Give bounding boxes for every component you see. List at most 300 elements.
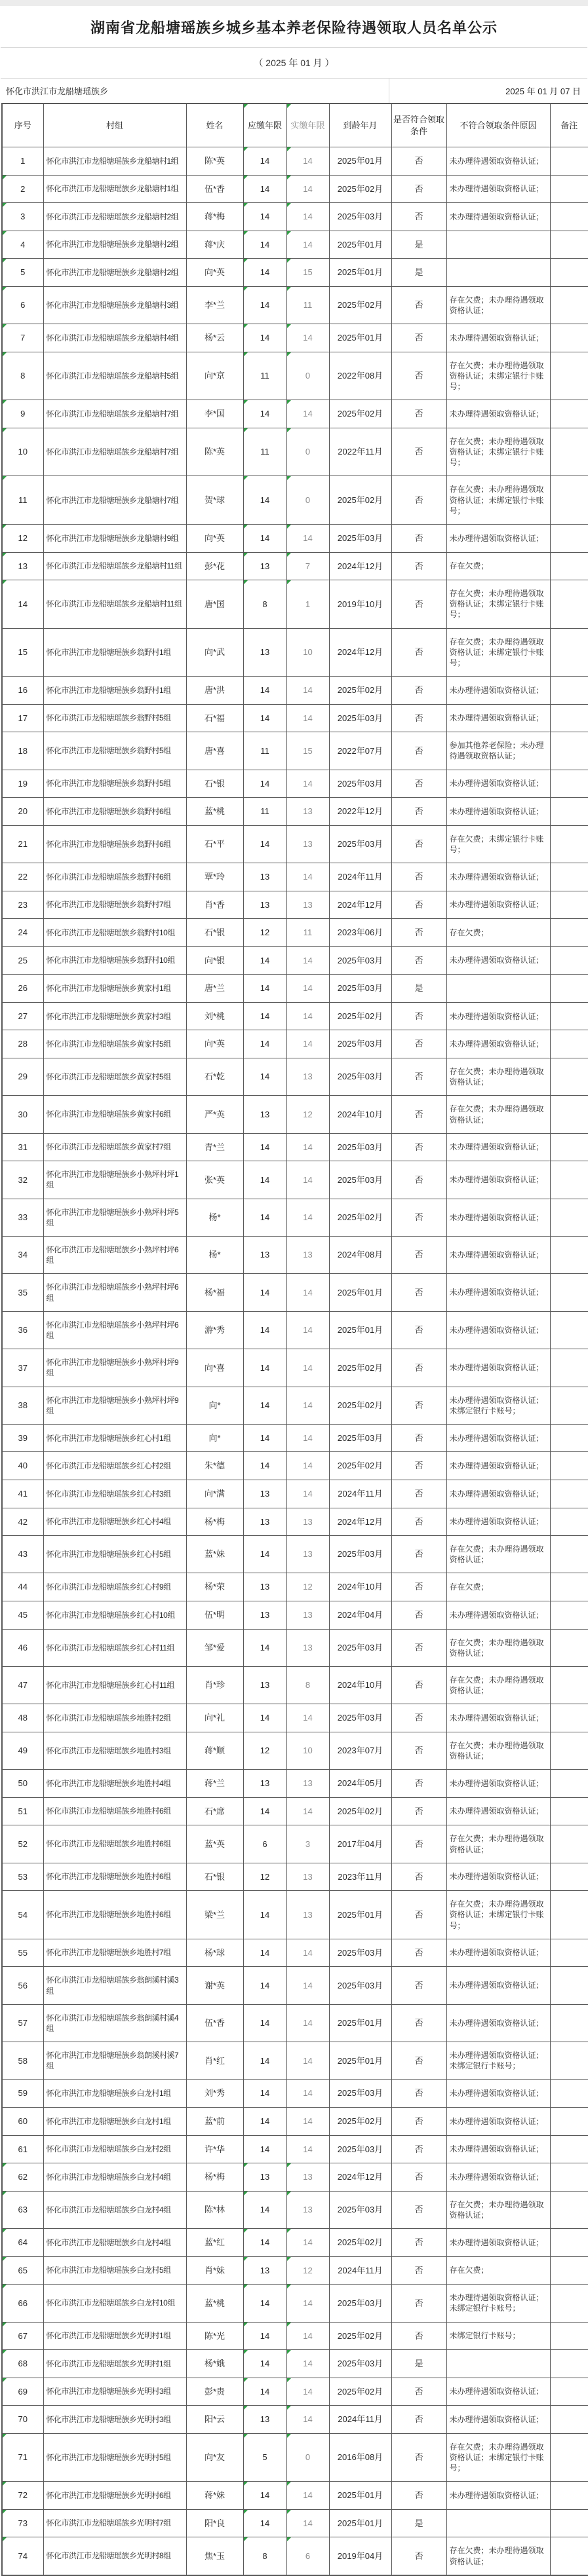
- cell-paid-years: 11: [286, 919, 329, 947]
- cell-age-month: 2025年02月: [329, 1387, 391, 1424]
- cell-age-month: 2025年02月: [329, 2322, 391, 2350]
- table-row: [2, 400, 588, 428]
- cell-reason: 未办理待遇领取资格认证；: [446, 1030, 550, 1058]
- cell-name: 杨*: [186, 1237, 243, 1274]
- table-row: [2, 863, 588, 891]
- cell-due-years: 13: [243, 2406, 286, 2434]
- cell-reason: 未办理待遇领取资格认证；: [446, 1311, 550, 1349]
- cell-paid-years: 7: [286, 552, 329, 580]
- table-row: [2, 147, 588, 176]
- table-row: [2, 704, 588, 732]
- cell-due-years: 14: [243, 1452, 286, 1480]
- cell-paid-years: 15: [286, 259, 329, 287]
- column-header-seq: 序号: [2, 103, 43, 147]
- cell-eligible: 否: [391, 147, 446, 176]
- cell-village: 怀化市洪江市龙船塘瑶族乡翁野村6组: [43, 863, 186, 891]
- cell-reason: 存在欠费；未办理待遇领取资格认证；: [446, 1058, 550, 1095]
- cell-paid-years: 14: [286, 975, 329, 1003]
- cell-village: 怀化市洪江市龙船塘瑶族乡红心村3组: [43, 1480, 186, 1508]
- cell-age-month: 2025年03月: [329, 1133, 391, 1161]
- cell-village: 怀化市洪江市龙船塘瑶族乡白龙村1组: [43, 2108, 186, 2136]
- cell-name: 彭*花: [186, 552, 243, 580]
- cell-paid-years: 14: [286, 147, 329, 176]
- table-row: [2, 1770, 588, 1798]
- cell-name: 肖*香: [186, 891, 243, 919]
- table-row: [2, 1480, 588, 1508]
- table-row: [2, 770, 588, 798]
- cell-age-month: 2024年11月: [329, 1480, 391, 1508]
- cell-paid-years: 12: [286, 1573, 329, 1601]
- cell-eligible: 否: [391, 2229, 446, 2257]
- cell-due-years: 13: [243, 1237, 286, 1274]
- cell-village: 怀化市洪江市龙船塘瑶族乡地胜村7组: [43, 1939, 186, 1967]
- cell-name: 石*银: [186, 770, 243, 798]
- table-row: [2, 476, 588, 525]
- cell-paid-years: 13: [286, 1601, 329, 1630]
- cell-eligible: 否: [391, 704, 446, 732]
- cell-village: 怀化市洪江市龙船塘瑶族乡光明村1组: [43, 2322, 186, 2350]
- cell-remark: [550, 1349, 588, 1387]
- table-row: [2, 259, 588, 287]
- cell-eligible: 是: [391, 2350, 446, 2378]
- cell-due-years: 13: [243, 2256, 286, 2285]
- cell-village: 怀化市洪江市龙船塘瑶族乡小熟坪村坪6组: [43, 1237, 186, 1274]
- cell-village: 怀化市洪江市龙船塘瑶族乡翁野村6组: [43, 798, 186, 826]
- cell-reason: 未办理待遇领取资格认证；未绑定银行卡账号；: [446, 2042, 550, 2080]
- cell-due-years: 12: [243, 919, 286, 947]
- cell-remark: [550, 1601, 588, 1630]
- cell-eligible: 否: [391, 1863, 446, 1891]
- cell-village: 怀化市洪江市龙船塘瑶族乡红心村2组: [43, 1452, 186, 1480]
- cell-reason: 未绑定银行卡账号；: [446, 2322, 550, 2350]
- cell-age-month: 2016年08月: [329, 2433, 391, 2482]
- cell-eligible: 否: [391, 1825, 446, 1863]
- table-row: [2, 175, 588, 203]
- cell-due-years: 13: [243, 1573, 286, 1601]
- cell-due-years: 6: [243, 1825, 286, 1863]
- table-row: [2, 428, 588, 476]
- cell-paid-years: 14: [286, 1967, 329, 2004]
- cell-paid-years: 13: [286, 1058, 329, 1095]
- cell-village: 怀化市洪江市龙船塘瑶族乡白龙村1组: [43, 2080, 186, 2108]
- cell-remark: [550, 203, 588, 231]
- cell-age-month: 2025年03月: [329, 825, 391, 863]
- cell-paid-years: 14: [286, 1797, 329, 1825]
- cell-remark: [550, 2509, 588, 2537]
- cell-due-years: 8: [243, 2537, 286, 2575]
- cell-due-years: 14: [243, 2285, 286, 2322]
- cell-seq: 73: [2, 2509, 43, 2537]
- cell-reason: 未办理待遇领取资格认证；: [446, 1199, 550, 1236]
- cell-due-years: 14: [243, 2322, 286, 2350]
- table-row: [2, 1452, 588, 1480]
- cell-paid-years: 14: [286, 770, 329, 798]
- cell-eligible: 否: [391, 1601, 446, 1630]
- cell-seq: 11: [2, 476, 43, 525]
- cell-due-years: 14: [243, 476, 286, 525]
- cell-village: 怀化市洪江市龙船塘瑶族乡龙船塘村11组: [43, 580, 186, 629]
- table-row: [2, 2108, 588, 2136]
- cell-name: 向*英: [186, 524, 243, 552]
- table-row: [2, 1274, 588, 1311]
- cell-reason: 未办理待遇领取资格认证；: [446, 1480, 550, 1508]
- cell-remark: [550, 1237, 588, 1274]
- cell-age-month: 2025年03月: [329, 704, 391, 732]
- table-row: [2, 2482, 588, 2510]
- cell-reason: 未办理待遇领取资格认证；: [446, 1133, 550, 1161]
- cell-name: 向*: [186, 1387, 243, 1424]
- cell-paid-years: 14: [286, 1311, 329, 1349]
- cell-reason: 未办理待遇领取资格认证；: [446, 704, 550, 732]
- cell-age-month: 2024年11月: [329, 2406, 391, 2434]
- cell-name: 许*华: [186, 2135, 243, 2163]
- cell-age-month: 2025年02月: [329, 400, 391, 428]
- cell-due-years: 14: [243, 1133, 286, 1161]
- cell-reason: [446, 231, 550, 259]
- cell-seq: 39: [2, 1424, 43, 1452]
- cell-seq: 53: [2, 1863, 43, 1891]
- cell-age-month: 2025年02月: [329, 175, 391, 203]
- cell-remark: [550, 1666, 588, 1704]
- cell-village: 怀化市洪江市龙船塘瑶族乡小熟坪村坪9组: [43, 1387, 186, 1424]
- cell-remark: [550, 628, 588, 677]
- cell-village: 怀化市洪江市龙船塘瑶族乡小熟坪村坪9组: [43, 1349, 186, 1387]
- cell-name: 向*京: [186, 352, 243, 400]
- cell-reason: 未办理待遇领取资格认证；: [446, 2163, 550, 2192]
- table-row: [2, 2537, 588, 2575]
- cell-eligible: 否: [391, 919, 446, 947]
- cell-eligible: 否: [391, 2378, 446, 2406]
- table-row: [2, 524, 588, 552]
- table-row: [2, 1704, 588, 1732]
- cell-remark: [550, 2433, 588, 2482]
- cell-name: 覃*玲: [186, 863, 243, 891]
- cell-village: 怀化市洪江市龙船塘瑶族乡龙船塘村1组: [43, 175, 186, 203]
- cell-name: 石*平: [186, 825, 243, 863]
- cell-eligible: 否: [391, 628, 446, 677]
- cell-paid-years: 14: [286, 2108, 329, 2136]
- table-row: [2, 1601, 588, 1630]
- cell-reason: 存在欠费；未办理待遇领取资格认证；: [446, 1536, 550, 1573]
- table-row: [2, 1939, 588, 1967]
- cell-remark: [550, 2163, 588, 2192]
- table-body: [2, 147, 588, 2575]
- table-row: [2, 825, 588, 863]
- cell-reason: 存在欠费；: [446, 919, 550, 947]
- cell-eligible: 否: [391, 891, 446, 919]
- table-row: [2, 1311, 588, 1349]
- cell-name: 蓝*红: [186, 2229, 243, 2257]
- cell-village: 怀化市洪江市龙船塘瑶族乡光明村7组: [43, 2509, 186, 2537]
- table-row: [2, 2191, 588, 2228]
- cell-due-years: 13: [243, 863, 286, 891]
- cell-due-years: 12: [243, 1732, 286, 1769]
- cell-remark: [550, 975, 588, 1003]
- cell-name: 石*银: [186, 1863, 243, 1891]
- cell-village: 怀化市洪江市龙船塘瑶族乡白龙村4组: [43, 2191, 186, 2228]
- column-header-eligible: 是否符合领取条件: [391, 103, 446, 147]
- cell-seq: 21: [2, 825, 43, 863]
- cell-seq: 20: [2, 798, 43, 826]
- cell-age-month: 2025年03月: [329, 2191, 391, 2228]
- table-row: [2, 1096, 588, 1133]
- cell-remark: [550, 1732, 588, 1769]
- cell-remark: [550, 2080, 588, 2108]
- cell-name: 陈*英: [186, 428, 243, 476]
- cell-name: 伍*香: [186, 2004, 243, 2042]
- cell-eligible: 否: [391, 352, 446, 400]
- cell-reason: 未办理待遇领取资格认证；: [446, 2080, 550, 2108]
- cell-reason: 存在欠费；未办理待遇领取资格认证；未绑定银行卡账号；: [446, 2433, 550, 2482]
- cell-remark: [550, 1797, 588, 1825]
- cell-due-years: 14: [243, 1797, 286, 1825]
- table-row: [2, 628, 588, 677]
- cell-seq: 27: [2, 1002, 43, 1030]
- cell-age-month: 2025年01月: [329, 1891, 391, 1939]
- cell-paid-years: 12: [286, 1096, 329, 1133]
- column-header-name: 姓名: [186, 103, 243, 147]
- cell-seq: 4: [2, 231, 43, 259]
- cell-reason: 存在欠费；未办理待遇领取资格认证；: [446, 2537, 550, 2575]
- cell-remark: [550, 798, 588, 826]
- cell-eligible: 否: [391, 552, 446, 580]
- cell-eligible: 是: [391, 2509, 446, 2537]
- cell-remark: [550, 2042, 588, 2080]
- cell-seq: 32: [2, 1161, 43, 1199]
- cell-eligible: 否: [391, 2004, 446, 2042]
- cell-name: 向*礼: [186, 1704, 243, 1732]
- cell-age-month: 2024年04月: [329, 1601, 391, 1630]
- cell-name: 蒋*庆: [186, 231, 243, 259]
- cell-village: 怀化市洪江市龙船塘瑶族乡翁野村10组: [43, 946, 186, 975]
- cell-age-month: 2025年03月: [329, 524, 391, 552]
- table-row: [2, 1058, 588, 1095]
- cell-remark: [550, 552, 588, 580]
- cell-remark: [550, 1199, 588, 1236]
- cell-remark: [550, 1536, 588, 1573]
- cell-paid-years: 10: [286, 628, 329, 677]
- cell-eligible: 否: [391, 2163, 446, 2192]
- cell-paid-years: 0: [286, 428, 329, 476]
- cell-seq: 7: [2, 324, 43, 352]
- cell-name: 阳*云: [186, 2406, 243, 2434]
- cell-eligible: 否: [391, 580, 446, 629]
- cell-eligible: 否: [391, 825, 446, 863]
- announcement-sheet: [0, 6, 588, 2576]
- cell-name: 向*喜: [186, 1349, 243, 1387]
- cell-eligible: 否: [391, 428, 446, 476]
- cell-remark: [550, 1704, 588, 1732]
- cell-village: 怀化市洪江市龙船塘瑶族乡地胜村4组: [43, 1770, 186, 1798]
- cell-name: 杨*梅: [186, 2163, 243, 2192]
- cell-seq: 38: [2, 1387, 43, 1424]
- cell-remark: [550, 175, 588, 203]
- cell-village: 怀化市洪江市龙船塘瑶族乡黄家村5组: [43, 1058, 186, 1095]
- cell-eligible: 否: [391, 1058, 446, 1095]
- cell-remark: [550, 286, 588, 324]
- cell-age-month: 2022年08月: [329, 352, 391, 400]
- cell-age-month: 2025年03月: [329, 1629, 391, 1666]
- cell-seq: 71: [2, 2433, 43, 2482]
- table-row: [2, 891, 588, 919]
- cell-name: 杨*娥: [186, 2350, 243, 2378]
- cell-remark: [550, 580, 588, 629]
- cell-age-month: 2025年03月: [329, 1424, 391, 1452]
- cell-name: 李*国: [186, 400, 243, 428]
- cell-age-month: 2024年11月: [329, 863, 391, 891]
- cell-name: 肖*妹: [186, 2256, 243, 2285]
- cell-due-years: 13: [243, 552, 286, 580]
- table-row: [2, 2322, 588, 2350]
- info-row: [1, 79, 587, 103]
- cell-paid-years: 0: [286, 476, 329, 525]
- cell-remark: [550, 1030, 588, 1058]
- cell-due-years: 14: [243, 147, 286, 176]
- cell-village: 怀化市洪江市龙船塘瑶族乡黄家村1组: [43, 975, 186, 1003]
- cell-seq: 30: [2, 1096, 43, 1133]
- cell-remark: [550, 231, 588, 259]
- cell-village: 怀化市洪江市龙船塘瑶族乡龙船塘村11组: [43, 552, 186, 580]
- cell-seq: 51: [2, 1797, 43, 1825]
- cell-age-month: 2022年11月: [329, 428, 391, 476]
- table-row: [2, 1508, 588, 1536]
- cell-due-years: 14: [243, 2350, 286, 2378]
- cell-eligible: 是: [391, 259, 446, 287]
- cell-reason: 未办理待遇领取资格认证；: [446, 1863, 550, 1891]
- cell-paid-years: 14: [286, 2042, 329, 2080]
- cell-age-month: 2023年11月: [329, 1863, 391, 1891]
- cell-paid-years: 11: [286, 286, 329, 324]
- cell-age-month: 2024年08月: [329, 1237, 391, 1274]
- cell-paid-years: 14: [286, 2322, 329, 2350]
- cell-seq: 14: [2, 580, 43, 629]
- cell-eligible: 否: [391, 1133, 446, 1161]
- cell-name: 唐*洪: [186, 677, 243, 705]
- cell-name: 向*满: [186, 1480, 243, 1508]
- cell-seq: 16: [2, 677, 43, 705]
- cell-seq: 1: [2, 147, 43, 176]
- cell-name: 向*友: [186, 2433, 243, 2482]
- cell-seq: 68: [2, 2350, 43, 2378]
- cell-paid-years: 14: [286, 2378, 329, 2406]
- cell-eligible: 否: [391, 1508, 446, 1536]
- cell-village: 怀化市洪江市龙船塘瑶族乡小熟坪村坪6组: [43, 1311, 186, 1349]
- cell-due-years: 11: [243, 352, 286, 400]
- cell-reason: 未办理待遇领取资格认证；: [446, 524, 550, 552]
- cell-due-years: 14: [243, 1704, 286, 1732]
- cell-reason: 存在欠费；未办理待遇领取资格认证；: [446, 1629, 550, 1666]
- cell-village: 怀化市洪江市龙船塘瑶族乡龙船塘村7组: [43, 428, 186, 476]
- cell-age-month: 2025年03月: [329, 2080, 391, 2108]
- cell-name: 朱*德: [186, 1452, 243, 1480]
- cell-eligible: 否: [391, 1536, 446, 1573]
- cell-age-month: 2024年10月: [329, 1666, 391, 1704]
- cell-village: 怀化市洪江市龙船塘瑶族乡光明村6组: [43, 2482, 186, 2510]
- cell-seq: 37: [2, 1349, 43, 1387]
- cell-paid-years: 13: [286, 1863, 329, 1891]
- cell-eligible: 否: [391, 2482, 446, 2510]
- table-row: [2, 1666, 588, 1704]
- cell-village: 怀化市洪江市龙船塘瑶族乡地胜村3组: [43, 1732, 186, 1769]
- cell-reason: 未办理待遇领取资格认证；: [446, 863, 550, 891]
- cell-due-years: 5: [243, 2433, 286, 2482]
- cell-age-month: 2024年12月: [329, 628, 391, 677]
- table-header: [2, 103, 588, 147]
- column-header-reason: 不符合领取条件原因: [446, 103, 550, 147]
- cell-due-years: 14: [243, 1030, 286, 1058]
- cell-paid-years: 14: [286, 400, 329, 428]
- cell-paid-years: 0: [286, 2433, 329, 2482]
- cell-remark: [550, 704, 588, 732]
- cell-eligible: 是: [391, 975, 446, 1003]
- cell-village: 怀化市洪江市龙船塘瑶族乡白龙村10组: [43, 2285, 186, 2322]
- table-row: [2, 975, 588, 1003]
- cell-paid-years: 13: [286, 891, 329, 919]
- table-row: [2, 2378, 588, 2406]
- cell-paid-years: 14: [286, 2285, 329, 2322]
- cell-eligible: 否: [391, 1732, 446, 1769]
- table-row: [2, 1573, 588, 1601]
- cell-seq: 35: [2, 1274, 43, 1311]
- cell-name: 杨*福: [186, 1274, 243, 1311]
- cell-remark: [550, 259, 588, 287]
- cell-remark: [550, 2322, 588, 2350]
- cell-eligible: 否: [391, 2285, 446, 2322]
- table-row: [2, 2350, 588, 2378]
- cell-seq: 5: [2, 259, 43, 287]
- cell-age-month: 2025年03月: [329, 1536, 391, 1573]
- cell-reason: 存在欠费；未办理待遇领取资格认证；: [446, 1732, 550, 1769]
- cell-village: 怀化市洪江市龙船塘瑶族乡龙船塘村2组: [43, 259, 186, 287]
- cell-age-month: 2025年01月: [329, 2004, 391, 2042]
- cell-village: 怀化市洪江市龙船塘瑶族乡翁野村5组: [43, 732, 186, 770]
- cell-eligible: 否: [391, 2433, 446, 2482]
- cell-seq: 55: [2, 1939, 43, 1967]
- cell-eligible: 否: [391, 1666, 446, 1704]
- cell-reason: 存在欠费；未绑定银行卡账号；: [446, 825, 550, 863]
- cell-reason: 未办理待遇领取资格认证；: [446, 798, 550, 826]
- cell-paid-years: 10: [286, 1732, 329, 1769]
- cell-remark: [550, 1573, 588, 1601]
- cell-age-month: 2024年12月: [329, 1508, 391, 1536]
- table-row: [2, 1863, 588, 1891]
- cell-remark: [550, 825, 588, 863]
- cell-village: 怀化市洪江市龙船塘瑶族乡翁野村1组: [43, 628, 186, 677]
- cell-eligible: 否: [391, 2322, 446, 2350]
- cell-name: 彭*贵: [186, 2378, 243, 2406]
- cell-name: 伍*香: [186, 175, 243, 203]
- cell-seq: 23: [2, 891, 43, 919]
- cell-paid-years: 3: [286, 1825, 329, 1863]
- cell-village: 怀化市洪江市龙船塘瑶族乡小熟坪村坪6组: [43, 1274, 186, 1311]
- cell-due-years: 14: [243, 1058, 286, 1095]
- cell-village: 怀化市洪江市龙船塘瑶族乡红心村11组: [43, 1629, 186, 1666]
- cell-age-month: 2025年02月: [329, 476, 391, 525]
- cell-village: 怀化市洪江市龙船塘瑶族乡黄家村6组: [43, 1096, 186, 1133]
- cell-eligible: 是: [391, 231, 446, 259]
- cell-remark: [550, 1274, 588, 1311]
- table-row: [2, 1161, 588, 1199]
- cell-village: 怀化市洪江市龙船塘瑶族乡红心村11组: [43, 1666, 186, 1704]
- cell-reason: 未办理待遇领取资格认证；: [446, 175, 550, 203]
- cell-reason: [446, 259, 550, 287]
- column-header-remark: 备注: [550, 103, 588, 147]
- cell-village: 怀化市洪江市龙船塘瑶族乡白龙村4组: [43, 2229, 186, 2257]
- cell-due-years: 14: [243, 1891, 286, 1939]
- cell-paid-years: 13: [286, 798, 329, 826]
- cell-reason: 未办理待遇领取资格认证；: [446, 1797, 550, 1825]
- cell-seq: 60: [2, 2108, 43, 2136]
